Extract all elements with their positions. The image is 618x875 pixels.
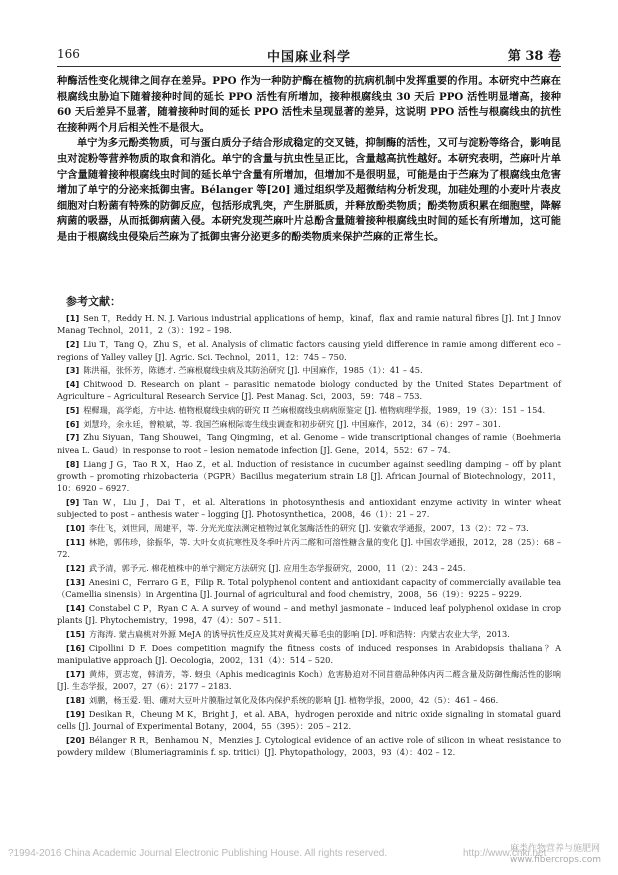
reference-item [57,708,561,733]
reference-item [57,378,561,403]
reference-text: Liang J G，Tao R X，Hao Z，et al. Induction of resistance in cucumber against seedling damping – off by plant growth – promoting rhizobacteria（PGPR）Bacillus megaterium strain L8 [J]. African Journal of Biotechnology，2011，10：6920 – 6927. [57,458,561,494]
volume-label: 第 38 卷 [507,49,561,64]
page-header [57,44,561,64]
reference-text: Zhu Siyuan，Tang Shouwei，Tang Qingming，et al. Genome – wide transcriptional changes of ramie（Boehmeria nivea L. Gaud）in response to root – lesion nematode infection [J]. Gene，2014，552：67 – 74. [57,432,561,455]
reference-text: 刘慧玲，余永廷，曾粮斌，等. 我国苎麻根际寄生线虫调查和初步研究 [J]. 中国麻作，2012，34（6）：297 – 301. [83,418,501,429]
reference-number: [17] [66,668,85,679]
reference-item [57,642,561,667]
reference-text: 林艳，郭伟珍，徐振华，等. 大叶女贞抗寒性及冬季叶片丙二醛和可溶性糖含量的变化 [J]. 中国农学通报，2012，28（25）：68 – 72. [57,536,561,560]
reference-item [57,364,561,376]
reference-number: [12] [66,562,85,573]
journal-title: 中国麻业科学 [266,50,351,65]
reference-item [57,338,561,363]
reference-number: [9] [66,497,80,508]
reference-item [57,734,561,759]
reference-text: Sen T，Reddy H. N. J. Various industrial applications of hemp，kinaf，flax and ramie natural fibres [J]. Int J Innov Manag Technol，2011，2（3）：192 – 198. [57,313,561,336]
reference-text: 黄炜，贾志宽，韩清芳，等. 蚜虫（Aphis medicaginis Koch）危害胁迫对不同苜蓿品种体内丙二醛含量及防御性酶活性的影响 [J]. 生态学报，2007，27（6）：2177 – 2183. [57,668,561,692]
reference-item [57,668,561,693]
reference-item [57,628,561,640]
reference-number: [8] [66,458,80,469]
reference-text: Anesini C，Ferraro G E，Filip R. Total polyphenol content and antioxidant capacity of commercially available tea（Camellia sinensis）in Argentina [J]. Journal of agricultural and food chemistry，2008，56（19）：9225 – 9229. [57,576,561,600]
reference-text: Desikan R，Cheung M K，Bright J，et al. ABA，hydrogen peroxide and nitric oxide signaling in stomatal guard cells [J]. Journal of Experimental Botany，2004，55（395）：205 – 212. [57,708,561,731]
reference-number: [4] [66,378,80,389]
reference-item [57,312,561,337]
reference-item [57,562,561,574]
reference-text: 刘鹏，杨玉爱. 钼、硼对大豆叶片膜脂过氧化及体内保护系统的影响 [J]. 植物学报，2000，42（5）：461 – 466. [88,694,499,705]
reference-item [57,458,561,495]
reference-number: [3] [66,365,80,376]
reference-number: [6] [66,418,80,429]
reference-number: [19] [66,708,85,719]
reference-text: Constabel C P，Ryan C A. A survey of wound – and methyl jasmonate – induced leaf polyphenol oxidase in crop plants [J]. Phytochemistry，1998，47（4）：507 – 511. [57,602,561,626]
reference-item [57,431,561,456]
body-paragraph: 种酶活性变化规律之间存在差异。PPO 作为一种防护酶在植物的抗病机制中发挥重要的作用。本研究中苎麻在根腐线虫胁迫下随着接种时间的延长 PPO 活性有所增加，接种根腐线虫 30 天后 PPO 活性明显增高，接种 60 天后差异不显著，随着接种时间的延长 PPO 活性未呈现显著的差异，这说明 PPO 活性与根腐线虫的抗性在接种两个月后相关性不是很大。 [57,75,561,134]
reference-item [57,496,561,521]
reference-text: Tan W，Liu J，Dai T，et al. Alterations in photosynthesis and antioxidant enzyme activity in winter wheat subjected to post – anthesis water – logging [J]. Photosynthetica，2008，46（1）：21 – 27. [57,497,561,520]
reference-text: Liu T，Tang Q，Zhu S，et al. Analysis of climatic factors causing yield difference in ramie among different eco – regions of Yalley valley [J]. Agric. Sci. Technol，2011，12：745 – 750. [57,339,561,362]
site-link[interactable]: http://www.cnki.net [463,848,547,859]
reference-item [57,418,561,430]
reference-text: 方海涛. 蒙古扁桃对外源 MeJA 的诱导抗性反应及其对黄褐天幕毛虫的影响 [D]. 呼和浩特：内蒙古农业大学，2013. [88,628,510,639]
reference-text: Chitwood D. Research on plant – parasitic nematode biology conducted by the United States Department of Agriculture – Agricultural Research Service [J]. Pest Manag. Sci，2003，59：748 – 753. [57,378,561,402]
reference-text: 陈洪福，张怀芳，陈德才. 苎麻根腐线虫病及其防治研究 [J]. 中国麻作，1985（1）：41 – 45. [83,365,423,376]
reference-number: [15] [66,628,85,639]
copyright-notice: ?1994-2016 China Academic Journal Electronic Publishing House. All rights reserved. [8,848,388,859]
body-text [57,74,561,246]
reference-number: [14] [66,602,85,613]
reference-number: [1] [66,313,80,323]
reference-item [57,522,561,534]
page-footer [0,845,618,865]
reference-item [57,576,561,601]
reference-text: Cipollini D F. Does competition magnify the fitness costs of induced responses in Arabidopsis thaliana？A manipulative approach [J]. Oecologia，2002，131（4）：514 – 520. [57,642,561,666]
watermark [510,844,601,866]
reference-item [57,536,561,561]
reference-number: [13] [66,576,85,587]
reference-text: Bélanger R R，Benhamou N，Menzies J. Cytological evidence of an active role of silicon in wheat resistance to powdery mildew（Blumeriagraminis f. sp. tritici）[J]. Phytopathology，2003，93（4）：402 – 12. [57,734,561,758]
reference-number: [10] [66,523,85,534]
reference-number: [5] [66,405,80,416]
reference-number: [20] [66,734,85,745]
watermark-line: 麻类作物营养与施肥网 [510,844,601,854]
reference-item [57,404,561,416]
body-paragraph: 单宁为多元酚类物质，可与蛋白质分子结合形成稳定的交叉链，抑制酶的活性，又可与淀粉等络合，影响昆虫对淀粉等营养物质的取食和消化。单宁的含量与抗虫性呈正比，含量越高抗性越好。本研究表明，苎麻叶片单宁含量随着接种根腐线虫时间的延长单宁含量有所增加，但增加不是很明显，可能是由于苎麻为了根腐线虫危害增加了单宁的分泌来抵御虫害。Bélanger 等[20] 通过组织学及超微结构分析发现，加硅处理的小麦叶片表皮细胞对白粉菌有特殊的防御反应，包括形成乳突，产生胼胝质，并释放酚类物质；酚类物质积累在细胞壁，降解病菌的吸器，从而抵御病菌入侵。本研究发现苎麻叶片总酚含量随着接种根腐线虫时间的延长有所增加，这可能是由于根腐线虫侵染后苎麻为了抵御虫害分泌更多的酚类物质来保护苎麻的正常生长。 [57,137,561,243]
reference-number: [16] [66,642,85,653]
watermark-line: www.fibercrops.com [510,855,601,865]
reference-text: 武予清，郭予元. 棉花植株中的单宁测定方法研究 [J]. 应用生态学报研究，2000，11（2）：243 – 245. [88,562,466,573]
reference-item [57,602,561,627]
page-number: 166 [57,47,80,61]
reference-text: 程樨瑞，高学彪，方中达. 植物根腐线虫病的研究 II 苎麻根腐线虫病病原鉴定 [J]. 植物病理学报，1989，19（3）：151 – 154. [83,405,546,416]
references-heading: 参考文献： [66,295,121,308]
reference-text: 李仕飞，刘世同，周建平，等. 分光光度法测定植物过氧化氢酶活性的研究 [J]. 安徽农学通报，2007，13（2）：72 – 73. [88,523,529,534]
reference-item [57,694,561,706]
reference-number: [11] [66,536,85,547]
header-rule [57,66,561,67]
references-list [57,312,561,760]
reference-number: [2] [66,339,80,350]
reference-number: [7] [66,432,80,443]
reference-number: [18] [66,694,85,705]
